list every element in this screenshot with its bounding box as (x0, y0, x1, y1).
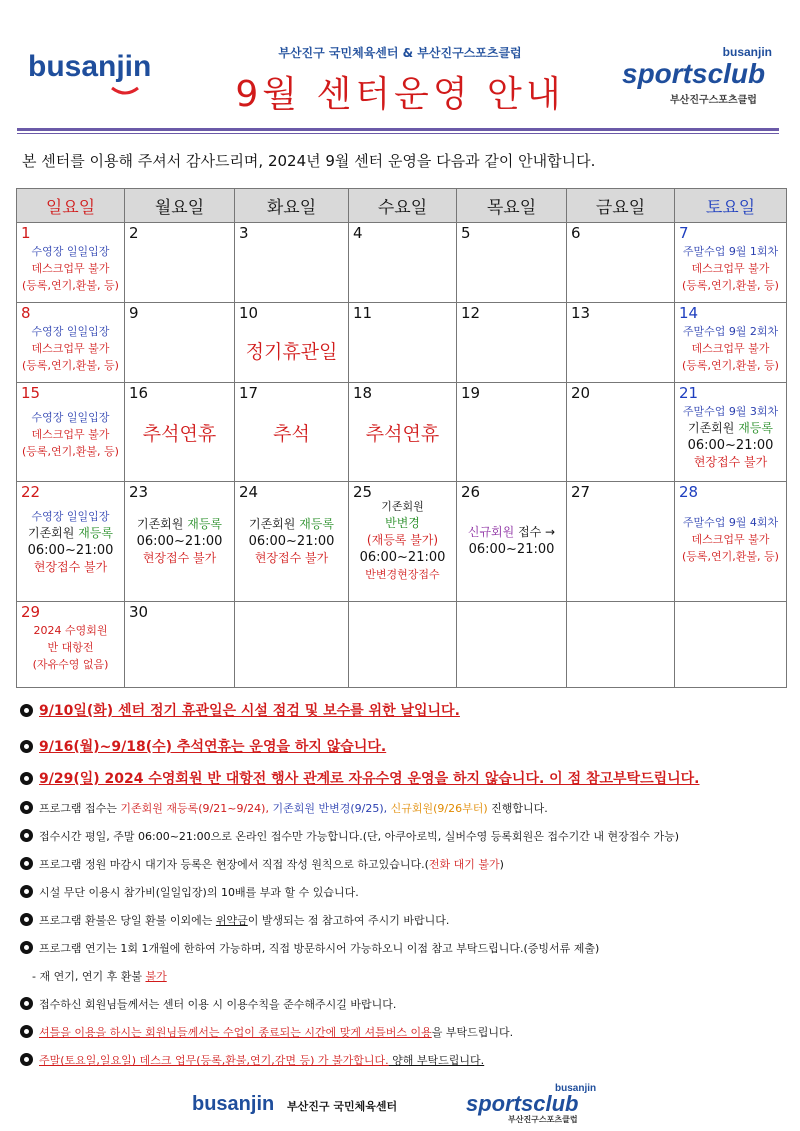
day-cell (457, 602, 567, 688)
notice-highlight: 기존회원 재등록(9/21~9/24), (120, 802, 273, 815)
bullet-icon (20, 997, 33, 1010)
day-cell (457, 223, 567, 303)
day-cell (567, 383, 675, 482)
notice-text: 시설 무단 이용시 참가비(일일입장)의 10배를 부과 할 수 있습니다. (39, 886, 359, 899)
day-cell (125, 383, 235, 482)
pool-note: 수영장 일일입장 (31, 245, 110, 258)
day-cell (675, 383, 787, 482)
day-cell (235, 383, 349, 482)
weekday-sun: 일요일 (17, 189, 125, 223)
footer-busanjin-logo: busanjin (192, 1093, 275, 1115)
notice-item (20, 800, 548, 816)
day-number: 7 (679, 224, 689, 242)
day-number: 19 (461, 384, 481, 402)
notice-subitem (32, 968, 167, 984)
notice-highlight: 주말(토요일,일요일) 데스크 업무(등록,환불,연기,감면 등) 가 불가합니다. (39, 1054, 389, 1067)
day-number: 3 (239, 224, 249, 242)
day-number: 16 (129, 384, 149, 402)
notice-highlight: 셔틀을 이용을 하시는 회원님들께서는 수업이 종료되는 시간에 맞게 셔틀버스 이용 (39, 1026, 432, 1039)
notice-item (20, 996, 396, 1012)
bullet-icon (20, 1025, 33, 1038)
day-number: 22 (21, 483, 41, 501)
weekday-mon: 월요일 (125, 189, 235, 223)
day-cell (125, 303, 235, 383)
desk-detail: (등록,연기,환불, 등) (22, 359, 119, 372)
onsite-note: 현장접수 불가 (33, 560, 108, 574)
weekend-class-note: 주말수업 9월 2회차 (682, 325, 779, 338)
bullet-icon (20, 941, 33, 954)
day-cell (17, 482, 125, 602)
day-cell (17, 383, 125, 482)
day-cell (17, 303, 125, 383)
event-line-2: 반 대항전 (47, 641, 94, 654)
hours-label: 06:00~21:00 (27, 543, 114, 558)
notice-text: 접수시간 평일, 주말 06:00~21:00으로 온라인 접수만 가능합니다.(단, 아쿠아로빅, 실버수영 등록회원은 접수기간 내 현장접수 가능) (39, 830, 680, 843)
existing-member-label: 기존회원 (249, 517, 296, 531)
notice-text: 프로그램 정원 마감시 대기자 등록은 현장에서 직접 작성 원칙으로 하고있습니다.( (39, 858, 429, 871)
bullet-icon (20, 704, 33, 717)
notice-text: 9/29(일) 2024 수영회원 반 대항전 행사 관계로 자유수영 운영을 하지 않습니다. 이 점 참고부탁드립니다. (39, 771, 700, 787)
notice-text: 9/10일(화) 센터 정기 휴관일은 시설 점검 및 보수를 위한 날입니다. (39, 703, 460, 719)
calendar-week (17, 482, 787, 602)
day-cell (567, 602, 675, 688)
pool-note: 수영장 일일입장 (31, 411, 110, 424)
day-number: 27 (571, 483, 591, 501)
intro-text: 본 센터를 이용해 주셔서 감사드리며, 2024년 9월 센터 운영을 다음과 같이 안내합니다. (22, 152, 596, 170)
notice-highlight: 신규회원(9/26부터) (390, 802, 488, 815)
day-number: 30 (129, 603, 149, 621)
footer-center-name: 부산진구 국민체육센터 (287, 1100, 398, 1113)
re-register-unavailable: (재등록 불가) (366, 533, 439, 547)
calendar-header-row (17, 189, 787, 223)
day-cell (349, 223, 457, 303)
change-onsite-note: 반변경현장접수 (365, 568, 440, 581)
notice-text: 프로그램 연기는 1회 1개월에 한하여 가능하며, 직접 방문하시어 가능하오니 이점 참고 부탁드립니다.(증빙서류 제출) (39, 942, 600, 955)
hours-label: 06:00~21:00 (359, 550, 446, 565)
day-cell (235, 303, 349, 383)
day-number: 28 (679, 483, 699, 501)
desk-detail: (등록,연기,환불, 등) (682, 550, 779, 563)
hours-label: 06:00~21:00 (468, 542, 555, 557)
day-number: 14 (679, 304, 699, 322)
notice-text: ) (499, 858, 504, 871)
day-cell (349, 383, 457, 482)
bullet-icon (20, 740, 33, 753)
hours-label: 06:00~21:00 (136, 534, 223, 549)
sportsclub-logo-small: busanjin (722, 45, 772, 59)
day-cell (675, 303, 787, 383)
re-register-label: 재등록 (78, 526, 113, 540)
weekend-class-note: 주말수업 9월 3회차 (682, 405, 779, 418)
reception-label: 접수 → (518, 525, 556, 539)
notice-text: 진행합니다. (487, 802, 548, 815)
desk-note: 데스크업무 불가 (691, 342, 770, 355)
notice-text: 을 부탁드립니다. (431, 1026, 514, 1039)
sportsclub-logo-big: sportsclub (622, 58, 766, 89)
day-number: 11 (353, 304, 373, 322)
new-member-label: 신규회원 (467, 525, 515, 539)
notice-item (20, 940, 599, 956)
day-cell (125, 602, 235, 688)
event-line-1: 2024 수영회원 (33, 624, 108, 637)
bullet-icon (20, 857, 33, 870)
notice-item (20, 884, 359, 900)
day-cell (567, 303, 675, 383)
day-number: 4 (353, 224, 363, 242)
desk-note: 데스크업무 불가 (31, 262, 110, 275)
calendar-table (16, 188, 787, 688)
day-cell (457, 482, 567, 602)
day-number: 9 (129, 304, 139, 322)
day-cell (675, 602, 787, 688)
day-number: 2 (129, 224, 139, 242)
onsite-note: 현장접수 불가 (142, 551, 217, 565)
notice-text: 접수하신 회원님들께서는 센터 이용 시 이용수칙을 준수해주시길 바랍니다. (39, 998, 397, 1011)
notice-text: 양해 부탁드립니다. (388, 1054, 485, 1067)
notice-text: - 재 연기, 연기 후 환불 (32, 970, 146, 983)
existing-member-label: 기존회원 (28, 526, 75, 540)
day-cell (235, 482, 349, 602)
desk-note: 데스크업무 불가 (31, 342, 110, 355)
header-divider (17, 128, 779, 131)
day-number: 23 (129, 483, 149, 501)
day-number: 10 (239, 304, 259, 322)
pool-note: 수영장 일일입장 (31, 325, 110, 338)
notice-highlight: 전화 대기 불가 (428, 858, 500, 871)
calendar-week (17, 303, 787, 383)
calendar-week (17, 223, 787, 303)
onsite-note: 현장접수 불가 (693, 455, 768, 469)
weekday-thu: 목요일 (457, 189, 567, 223)
weekday-fri: 금요일 (567, 189, 675, 223)
day-number: 24 (239, 483, 259, 501)
weekday-wed: 수요일 (349, 189, 457, 223)
chuseok-holiday-label: 추석연휴 (142, 423, 217, 445)
re-register-label: 재등록 (738, 421, 773, 435)
desk-detail: (등록,연기,환불, 등) (682, 279, 779, 292)
header-divider-thin (17, 133, 779, 134)
day-cell (567, 482, 675, 602)
day-number: 15 (21, 384, 41, 402)
desk-detail: (등록,연기,환불, 등) (682, 359, 779, 372)
notice-item (20, 1052, 484, 1068)
day-number: 20 (571, 384, 591, 402)
closed-day-label: 정기휴관일 (245, 341, 338, 363)
day-number: 18 (353, 384, 373, 402)
existing-member-label: 기존회원 (381, 500, 424, 513)
day-number: 13 (571, 304, 591, 322)
calendar-week (17, 602, 787, 688)
weekday-sat: 토요일 (675, 189, 787, 223)
hours-label: 06:00~21:00 (248, 534, 335, 549)
footer-club-small: busanjin (555, 1083, 597, 1094)
notice-highlight: 불가 (145, 970, 167, 983)
hours-label: 06:00~21:00 (687, 438, 774, 453)
day-number: 6 (571, 224, 581, 242)
day-cell (235, 223, 349, 303)
chuseok-label: 추석 (273, 423, 310, 445)
day-number: 26 (461, 483, 481, 501)
sportsclub-logo (618, 45, 778, 110)
bullet-icon (20, 772, 33, 785)
day-cell (567, 223, 675, 303)
sportsclub-logo-kr: 부산진구스포츠클럽 (670, 95, 757, 106)
onsite-note: 현장접수 불가 (254, 551, 329, 565)
day-cell (457, 383, 567, 482)
day-cell (675, 223, 787, 303)
notice-text: 9/16(월)~9/18(수) 추석연휴는 운영을 하지 않습니다. (39, 739, 387, 755)
desk-note: 데스크업무 불가 (691, 262, 770, 275)
busanjin-logo-text: busanjin (28, 50, 152, 83)
re-register-label: 재등록 (187, 517, 222, 531)
notice-text: 프로그램 환불은 당일 환불 이외에는 (39, 914, 216, 927)
desk-detail: (등록,연기,환불, 등) (22, 445, 119, 458)
event-line-3: (자유수영 없음) (32, 658, 109, 671)
bullet-icon (20, 1053, 33, 1066)
notice-text: 이 발생되는 점 참고하여 주시기 바랍니다. (247, 914, 450, 927)
day-number: 21 (679, 384, 699, 402)
weekend-class-note: 주말수업 9월 1회차 (682, 245, 779, 258)
day-number: 12 (461, 304, 481, 322)
desk-note: 데스크업무 불가 (31, 428, 110, 441)
day-number: 29 (21, 603, 41, 621)
calendar-week (17, 383, 787, 482)
weekday-tue: 화요일 (235, 189, 349, 223)
bullet-icon (20, 801, 33, 814)
bullet-icon (20, 885, 33, 898)
notice-item (20, 856, 504, 872)
day-number: 8 (21, 304, 31, 322)
footer-club-logo: sportsclub (466, 1091, 579, 1116)
bullet-icon (20, 829, 33, 842)
existing-member-label: 기존회원 (137, 517, 184, 531)
day-number: 1 (21, 224, 31, 242)
day-cell (17, 223, 125, 303)
weekend-class-note: 주말수업 9월 4회차 (682, 516, 779, 529)
notice-item (20, 700, 460, 720)
notice-highlight: 기존회원 반변경(9/25), (272, 802, 391, 815)
notice-text: 프로그램 접수는 (39, 802, 121, 815)
day-cell (125, 482, 235, 602)
day-cell (349, 482, 457, 602)
notice-highlight: 위약금 (215, 914, 248, 927)
day-cell (349, 303, 457, 383)
day-cell (457, 303, 567, 383)
notice-item (20, 736, 386, 756)
existing-member-label: 기존회원 (688, 421, 735, 435)
day-cell (675, 482, 787, 602)
notice-item (20, 1024, 513, 1040)
pool-note: 수영장 일일입장 (31, 510, 110, 523)
footer-club-kr: 부산진구스포츠클럽 (508, 1115, 578, 1124)
header-subtitle: 부산진구 국민체육센터 & 부산진구스포츠클럽 (278, 46, 522, 60)
desk-detail: (등록,연기,환불, 등) (22, 279, 119, 292)
day-number: 17 (239, 384, 259, 402)
day-cell (235, 602, 349, 688)
re-register-label: 재등록 (299, 517, 334, 531)
page-title: 9월 센터운영 안내 (235, 74, 565, 115)
bullet-icon (20, 913, 33, 926)
day-number: 5 (461, 224, 471, 242)
day-number: 25 (353, 483, 373, 501)
notice-item (20, 768, 699, 788)
day-cell (125, 223, 235, 303)
notice-item (20, 912, 449, 928)
day-cell (349, 602, 457, 688)
notice-item (20, 828, 679, 844)
change-class-label: 반변경 (385, 516, 420, 530)
desk-note: 데스크업무 불가 (691, 533, 770, 546)
chuseok-holiday-label: 추석연휴 (365, 423, 440, 445)
day-cell (17, 602, 125, 688)
